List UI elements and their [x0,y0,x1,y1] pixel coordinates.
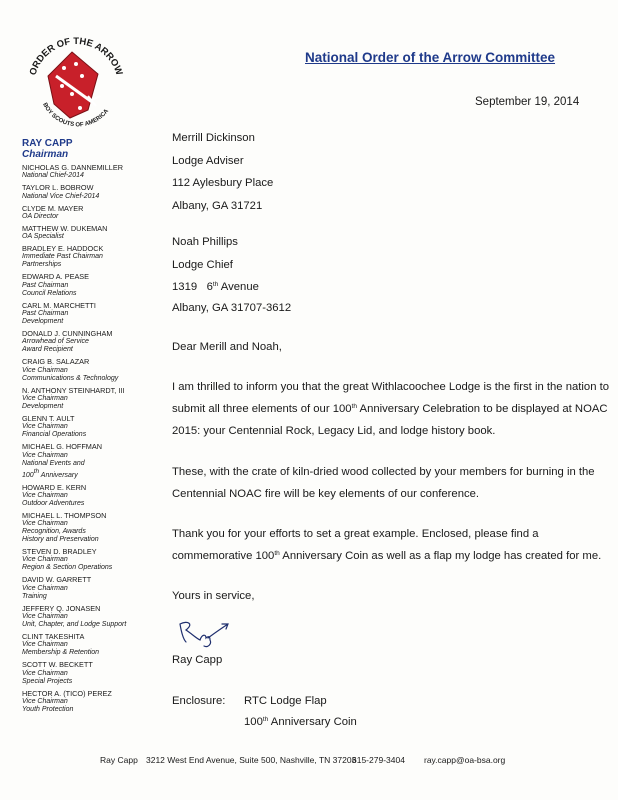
recipient1-title: Lodge Adviser [172,155,244,167]
footer-phone: 615-279-3404 [352,755,405,765]
signer-name: Ray Capp [172,654,223,666]
committee-member-name: DONALD J. CUNNINGHAM [22,329,113,339]
committee-sidebar [22,138,157,718]
committee-member-name: JEFFERY Q. JONASEN [22,603,101,613]
committee-member [22,576,157,600]
committee-member-role: National Chief-2014 [22,172,84,180]
enclosure-item-flap: RTC Lodge Flap [244,695,327,707]
recipient2-street-number: 1319 [172,281,198,293]
handwritten-signature [172,612,232,650]
committee-member-role: Vice Chairman [22,394,68,402]
committee-member-role: Vice Chairman [22,520,68,528]
committee-member-name: DAVID W. GARRETT [22,575,92,585]
committee-member-role: OA Specialist [22,233,64,241]
paragraph1-line2-end: Anniversary Celebration to be displayed at NOAC [357,403,608,415]
committee-member-name: MICHAEL G. HOFFMAN [22,442,102,452]
committee-member-role: Arrowhead of Service [22,338,89,346]
committee-member-role: Vice Chairman [22,451,68,459]
paragraph2-line1: These, with the crate of kiln-dried wood collected by your members for burning in the [172,466,595,478]
logo-text-top: ORDER OF THE ARROW [27,35,125,77]
committee-member-role: Development [22,402,64,410]
order-of-the-arrow-logo [22,30,130,130]
committee-member-role: Past Chairman [22,310,69,318]
committee-member-name: EDWARD A. PEASE [22,272,90,282]
paragraph1-line1: I am thrilled to inform you that the great Withlacoochee Lodge is the first in the nation to [172,381,610,393]
committee-member-name: NICHOLAS G. DANNEMILLER [22,163,123,172]
committee-member [22,302,157,326]
footer-email: ray.capp@oa-bsa.org [424,755,506,765]
recipient1-name: Merrill Dickinson [172,132,255,144]
recipient2-city: Albany, GA 31707-3612 [172,302,292,314]
paragraph2-line2: Centennial NOAC fire will be key elements of our conference. [172,488,480,500]
recipient2-street-ordinal: 6 [206,281,213,293]
committee-member [22,164,157,180]
committee-member-name: CLYDE M. MAYER [22,203,84,213]
committee-member-role: Vice Chairman [22,556,68,564]
paragraph3-line2 [172,550,601,562]
committee-member [22,184,157,200]
committee-member-name: BRADLEY E. HADDOCK [22,244,104,254]
committee-member-name: CLINT TAKESHITA [22,632,85,642]
committee-member-name: HECTOR A. (TICO) PEREZ [22,688,112,698]
committee-member [22,443,157,479]
committee-member-role: Vice Chairman [22,584,68,592]
letterhead-title: National Order of the Arrow Committee [305,50,556,65]
committee-member [22,330,157,354]
committee-member [22,273,157,297]
committee-member-role: Council Relations [22,289,77,297]
committee-member-role: Membership & Retention [22,649,100,657]
committee-member-name: GLENN T. AULT [22,413,75,423]
committee-member [22,512,157,544]
salutation: Dear Merill and Noah, [172,341,282,353]
committee-member [22,548,157,572]
committee-member-role: History and Preservation [22,536,99,544]
committee-member-role: Communications & Technology [22,374,119,382]
committee-member [22,205,157,221]
paragraph3-line1: Thank you for your efforts to set a great example. Enclosed, please find a [172,528,539,540]
footer-address: 3212 West End Avenue, Suite 500, Nashville, TN 37203 [146,755,357,765]
paragraph1-line2 [172,403,608,415]
committee-member-role: Development [22,318,64,326]
recipient2-street [172,281,259,293]
enclosure-coin-rest: Anniversary Coin [268,716,357,728]
committee-member-name: SCOTT W. BECKETT [22,660,93,670]
committee-member-role: National Events and [22,459,85,467]
committee-member [22,387,157,411]
committee-member [22,690,157,714]
committee-member-role: Financial Operations [22,431,87,439]
recipient2-title: Lodge Chief [172,259,233,271]
paragraph3-line2-end: Anniversary Coin as well as a flap my lodge has created for me. [279,550,602,562]
logo-text-bottom: BOY SCOUTS OF AMERICA [41,102,111,129]
enclosure-coin-number: 100 [244,716,263,728]
committee-member [22,225,157,241]
enclosure-coin-suffix: th [262,716,269,723]
enclosure-label: Enclosure: [172,695,226,707]
committee-member-name: N. ANTHONY STEINHARDT, III [22,385,125,395]
committee-member-name: MATTHEW W. DUKEMAN [22,223,108,233]
committee-member-name: STEVEN D. BRADLEY [22,547,97,557]
committee-member-name: TAYLOR L. BOBROW [22,183,94,193]
committee-member-name: CRAIG B. SALAZAR [22,357,90,367]
committee-member-role: Immediate Past Chairman [22,253,103,261]
recipient1-city: Albany, GA 31721 [172,200,263,212]
committee-member-role: Unit, Chapter, and Lodge Support [22,621,127,629]
committee-member-role: Vice Chairman [22,613,68,621]
committee-member-role: Region & Section Operations [22,564,113,572]
committee-member-role: Recognition, Awards [22,528,86,536]
committee-member [22,633,157,657]
committee-member-role: Vice Chairman [22,669,68,677]
committee-member-role: Award Recipient [22,346,73,354]
committee-member-role: 100th Anniversary [22,467,78,479]
enclosure-item-coin [244,716,357,728]
committee-member [22,415,157,439]
committee-member-role: Vice Chairman [22,423,68,431]
committee-member-role: Youth Protection [22,705,74,713]
letter-date: September 19, 2014 [475,96,580,108]
committee-member-role: Special Projects [22,677,73,685]
committee-member-role: Vice Chairman [22,491,68,499]
footer-name: Ray Capp [100,755,138,765]
committee-member-name: CARL M. MARCHETTI [22,300,96,310]
recipient2-street-rest: Avenue [220,281,259,293]
committee-member [22,605,157,629]
closing: Yours in service, [172,590,255,602]
committee-member-role: Past Chairman [22,281,69,289]
committee-member-name: HOWARD E. KERN [22,482,87,492]
paragraph1-line2-suffix: th [351,403,358,410]
paragraph1-line3: 2015: your Centennial Rock, Legacy Lid, and lodge history book. [172,425,496,437]
committee-member [22,245,157,269]
committee-member-name: MICHAEL L. THOMPSON [22,510,107,520]
committee-member-role: Partnerships [22,261,62,269]
chairman-name: RAY CAPP [22,138,73,149]
recipient2-street-suffix: th [212,281,219,288]
paragraph1-line2-start: submit all three elements of our 100 [172,403,352,415]
recipient2-name: Noah Phillips [172,236,238,248]
committee-member-role: National Vice Chief-2014 [22,192,100,200]
arrowhead-emblem-icon [48,52,100,118]
committee-member [22,484,157,508]
committee-member-role: Outdoor Adventures [22,499,85,507]
chairman-title: Chairman [22,149,69,160]
committee-member-role: Vice Chairman [22,697,68,705]
committee-member-role: Vice Chairman [22,641,68,649]
committee-member-role: Vice Chairman [22,366,68,374]
paragraph3-line2-suffix: th [274,550,280,557]
paragraph3-line2-start: commemorative 100 [172,550,275,562]
recipient1-street: 112 Aylesbury Place [172,177,274,189]
committee-member [22,661,157,685]
committee-member [22,358,157,382]
committee-member-list [22,164,157,714]
committee-member-role: Training [22,592,47,600]
committee-member-role: OA Director [22,212,59,220]
